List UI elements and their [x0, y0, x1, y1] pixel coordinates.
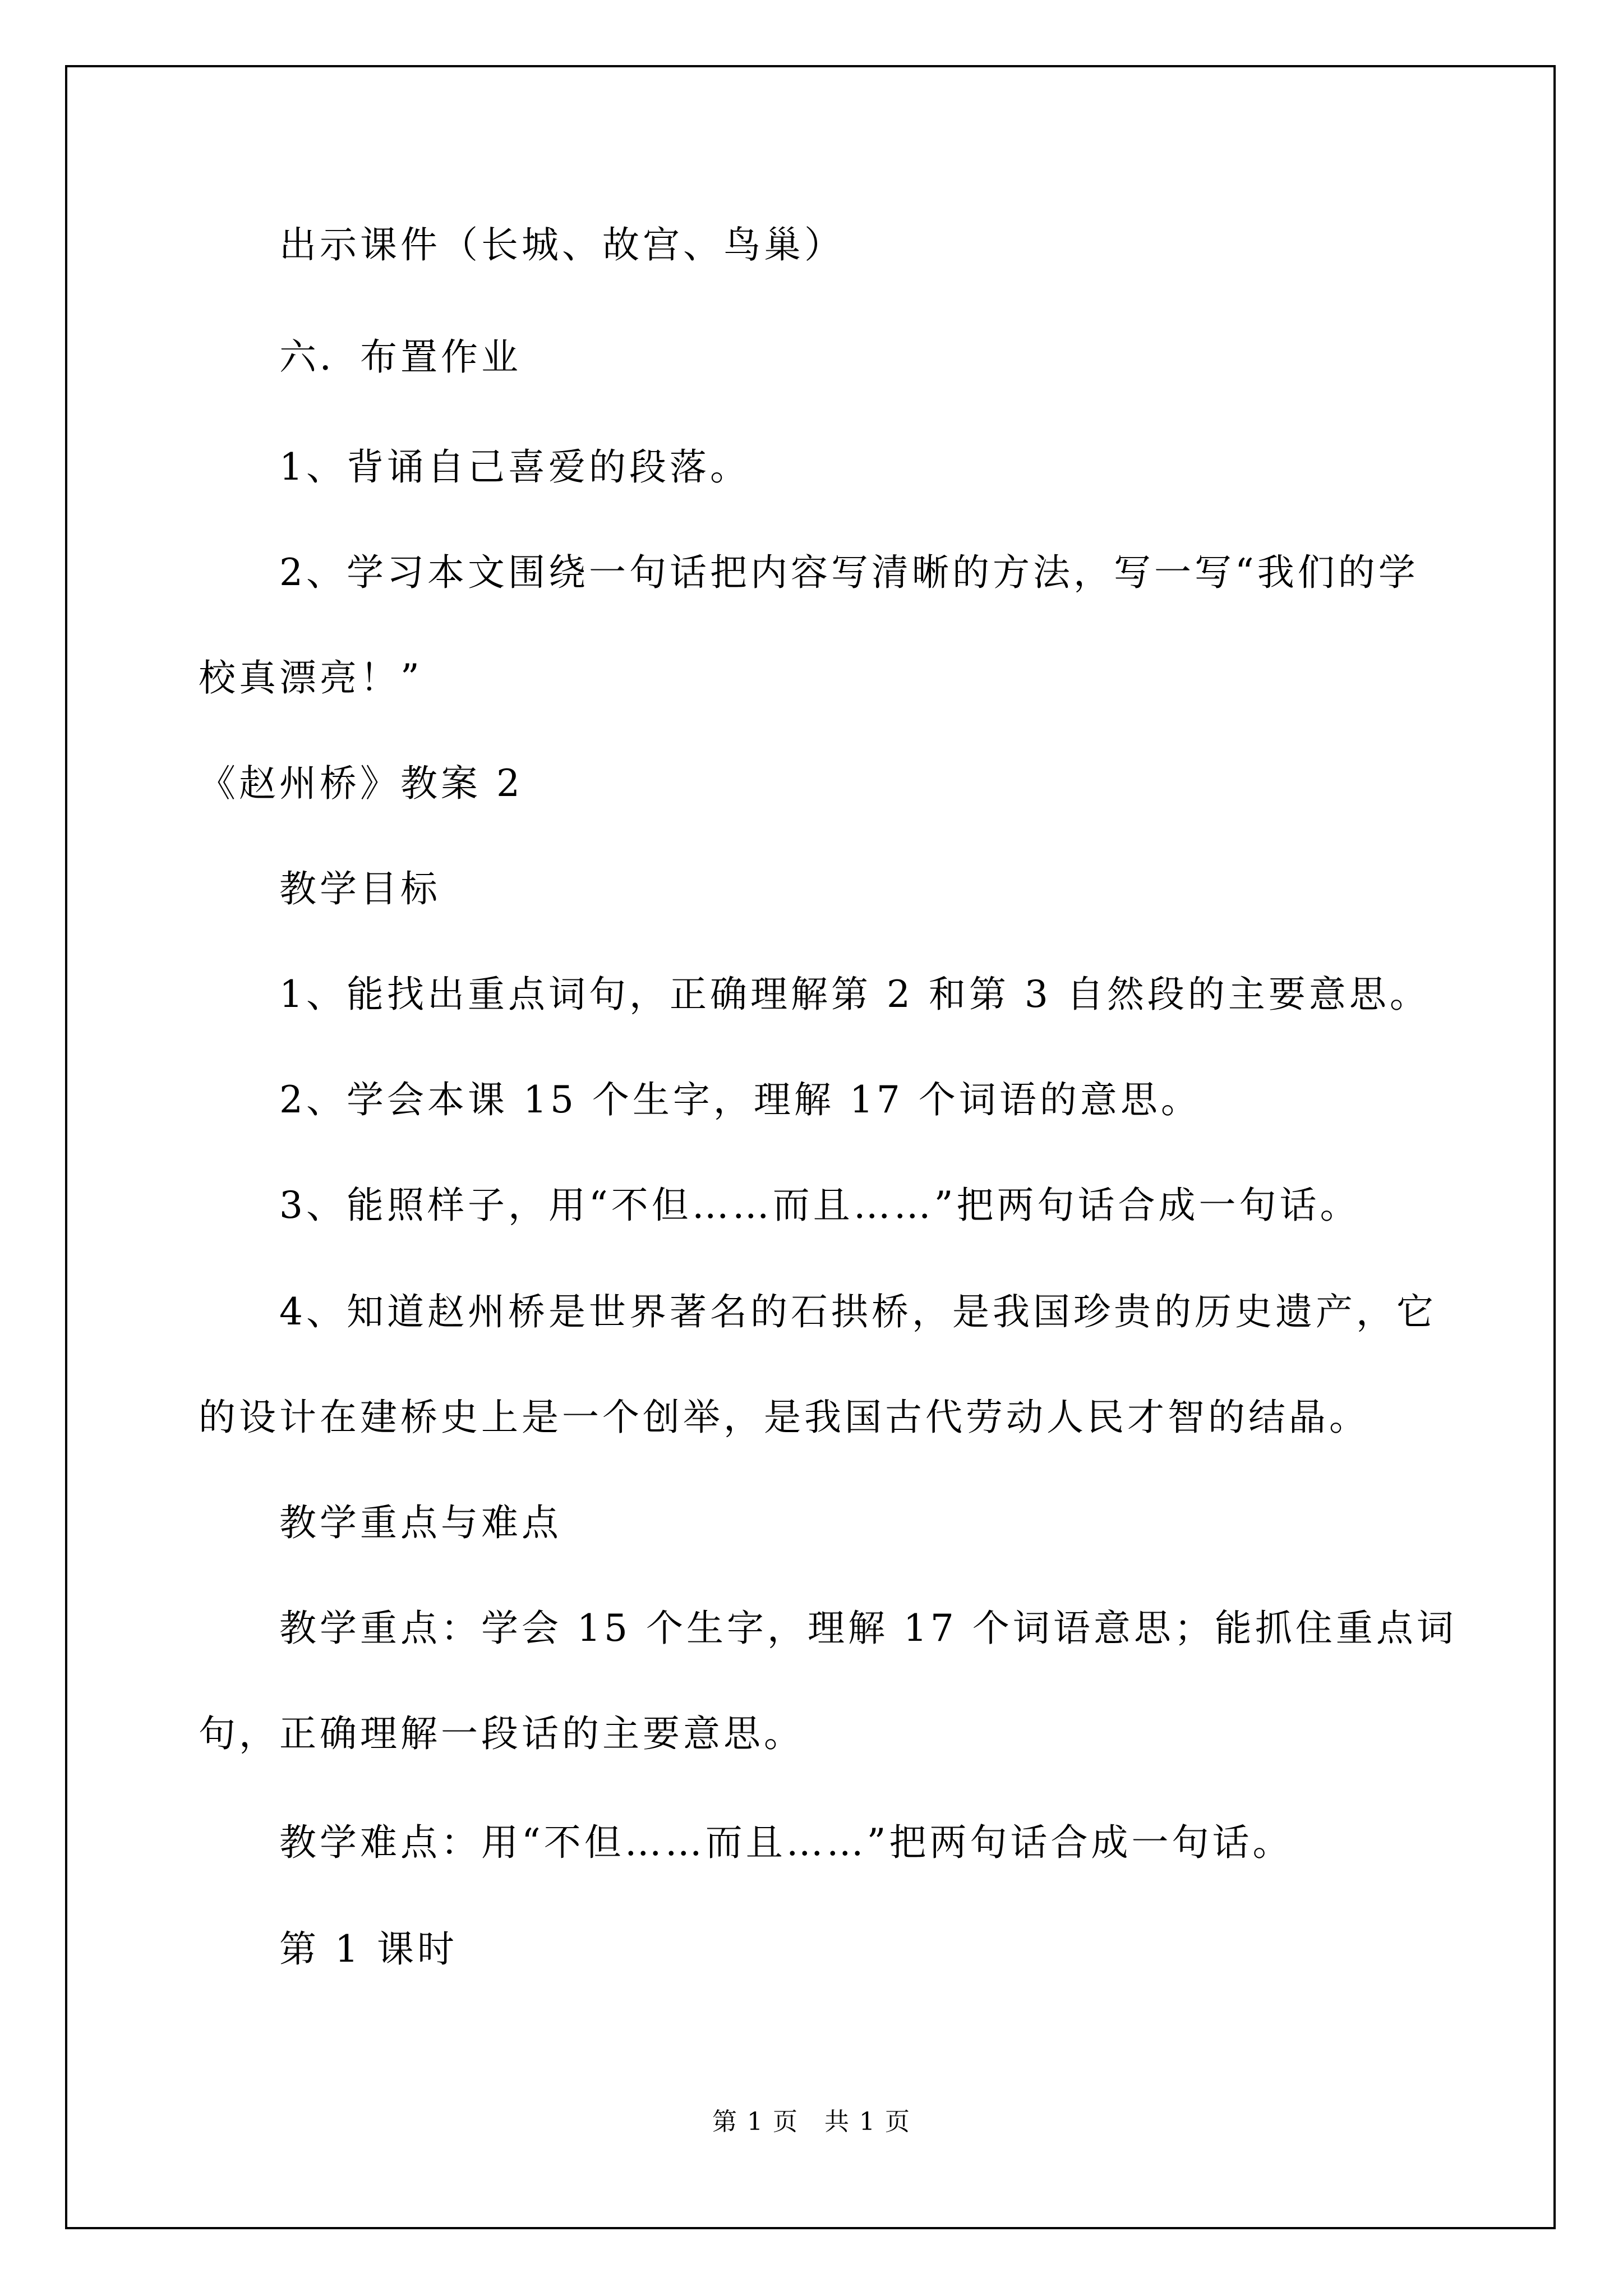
- page-number-footer: 第 1 页 共 1 页: [712, 2108, 911, 2136]
- text-line-homework-2b: 校真漂亮！”: [199, 656, 423, 700]
- text-line-goals-heading: 教学目标: [279, 867, 441, 910]
- section-title: 《赵州桥》教案 2: [199, 762, 523, 805]
- text-line-focus-b: 句，正确理解一段话的主要意思。: [199, 1712, 804, 1755]
- text-line-homework-heading: 六．布置作业: [279, 335, 522, 379]
- text-line-homework-2a: 2、学习本文围绕一句话把内容写清晰的方法，写一写“我们的学: [279, 551, 1419, 594]
- text-line-courseware: 出示课件（长城、故宫、鸟巢）: [279, 223, 845, 266]
- text-line-difficulty: 教学难点：用“不但……而且……”把两句话合成一句话。: [279, 1821, 1293, 1864]
- text-line-focus-heading: 教学重点与难点: [279, 1501, 562, 1544]
- text-line-goal-3: 3、能照样子，用“不但……而且……”把两句话合成一句话。: [279, 1184, 1361, 1227]
- text-line-goal-4b: 的设计在建桥史上是一个创举，是我国古代劳动人民才智的结晶。: [199, 1396, 1370, 1439]
- text-line-goal-2: 2、学会本课 15 个生字，理解 17 个词语的意思。: [279, 1078, 1201, 1121]
- text-line-homework-1: 1、背诵自己喜爱的段落。: [279, 445, 750, 489]
- text-line-goal-1: 1、能找出重点词句，正确理解第 2 和第 3 自然段的主要意思。: [279, 973, 1430, 1016]
- text-line-goal-4a: 4、知道赵州桥是世界著名的石拱桥，是我国珍贵的历史遗产，它: [279, 1290, 1437, 1333]
- text-line-lesson-1: 第 1 课时: [279, 1927, 458, 1971]
- text-line-focus-a: 教学重点：学会 15 个生字，理解 17 个词语意思；能抓住重点词: [279, 1607, 1457, 1650]
- page-border: [65, 65, 1556, 2229]
